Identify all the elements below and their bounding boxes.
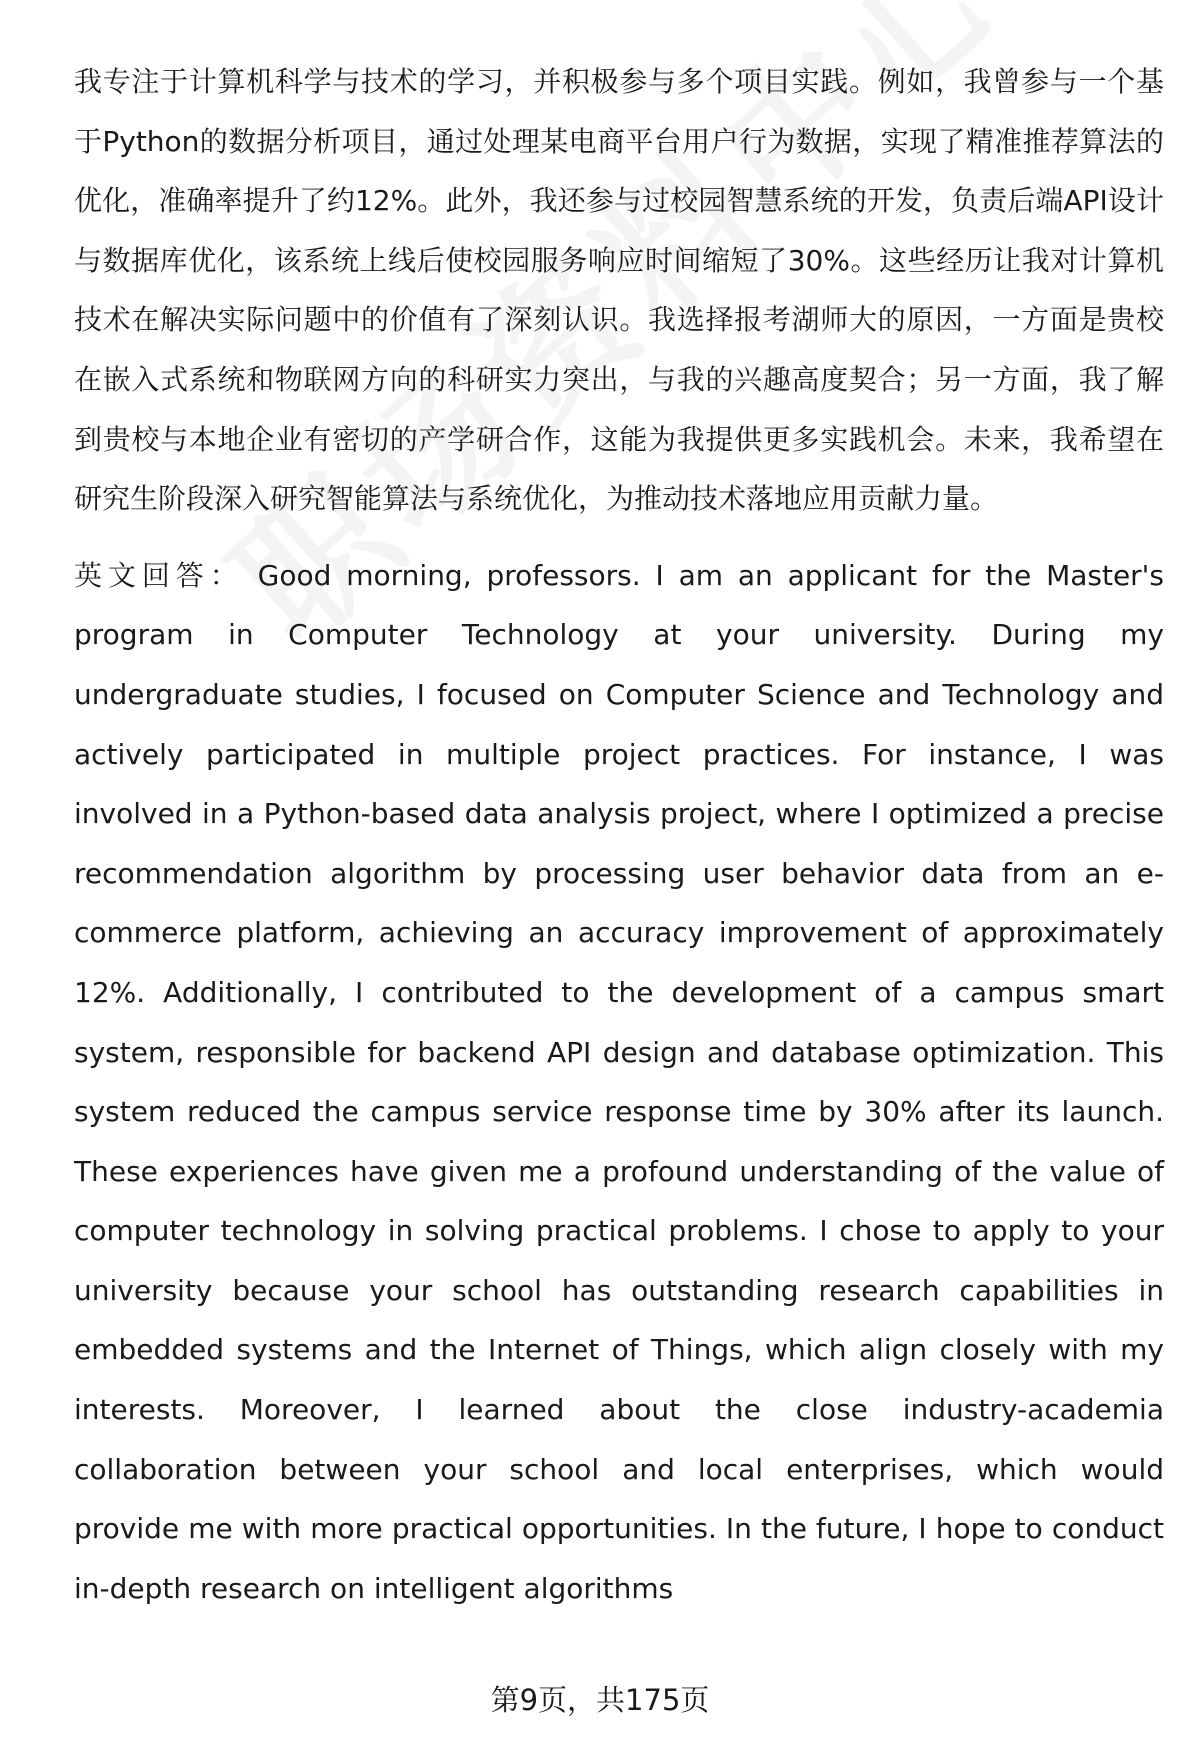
english-answer-paragraph <box>74 546 1164 1619</box>
english-answer-label: 英文回答： <box>74 558 244 592</box>
chinese-answer-paragraph: 我专注于计算机科学与技术的学习，并积极参与多个项目实践。例如，我曾参与一个基于Python的数据分析项目，通过处理某电商平台用户行为数据，实现了精准推荐算法的优化，准确率提升了约12%。此外，我还参与过校园智慧系统的开发，负责后端API设计与数据库优化，该系统上线后使校园服务响应时间缩短了30%。这些经历让我对计算机技术在解决实际问题中的价值有了深刻认识。我选择报考湖师大的原因，一方面是贵校在嵌入式系统和物联网方向的科研实力突出，与我的兴趣高度契合；另一方面，我了解到贵校与本地企业有密切的产学研合作，这能为我提供更多实践机会。未来，我希望在研究生阶段深入研究智能算法与系统优化，为推动技术落地应用贡献力量。 <box>74 65 1164 516</box>
page-number-footer: 第9页，共175页 <box>490 1683 710 1717</box>
document-body <box>74 52 1164 1618</box>
english-answer-text: Good morning, professors. I am an applicant for the Master's program in Computer Technology at your university. During my undergraduate studies, I focused on Computer Science and Technology and actively participated in multiple project practices. For instance, I was involved in a Python-based data analysis project, where I optimized a precise recommendation algorithm by processing user behavior data from an e-commerce platform, achieving an accuracy improvement of approximately 12%. Additionally, I contributed to the development of a campus smart system, responsible for backend API design and database optimization. This system reduced the campus service response time by 30% after its launch. These experiences have given me a profound understanding of the value of computer technology in solving practical problems. I chose to apply to your university because your school has outstanding research capabilities in embedded systems and the Internet of Things, which align closely with my interests. Moreover, I learned about the close industry-academia collaboration between your school and local enterprises, which would provide me with more practical opportunities. In the future, I hope to conduct in-depth research on intelligent algorithms <box>74 558 1164 1605</box>
